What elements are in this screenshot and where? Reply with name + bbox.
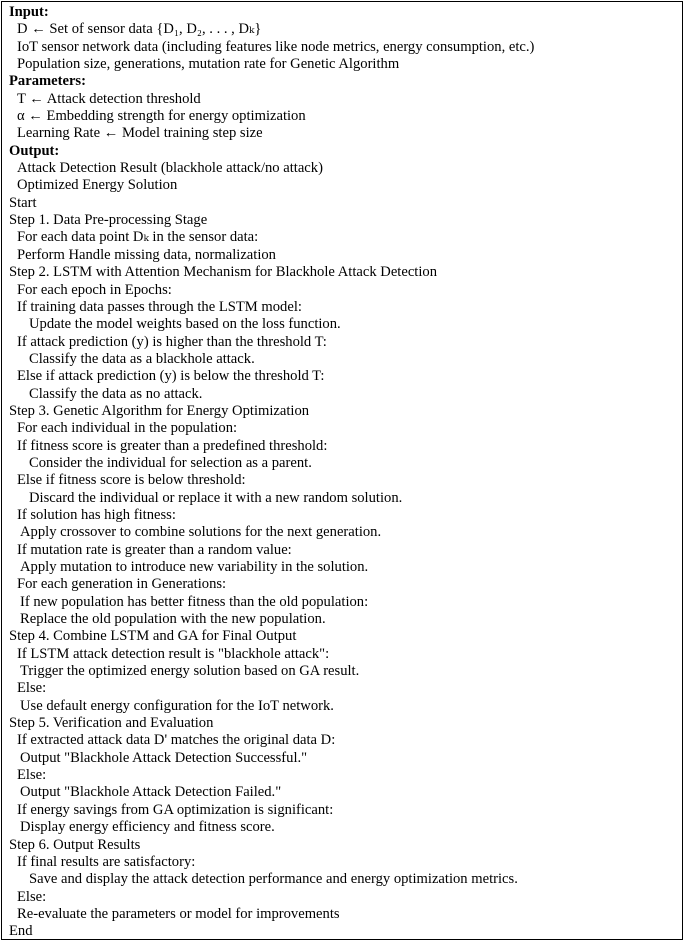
algorithm-line: Step 4. Combine LSTM and GA for Final Output (9, 628, 297, 645)
algorithm-line: Else if fitness score is below threshold: (17, 472, 246, 489)
section-heading: Parameters: (9, 73, 86, 90)
algorithm-line: Else: (17, 767, 47, 784)
algorithm-line: Step 2. LSTM with Attention Mechanism for Blackhole Attack Detection (9, 264, 438, 281)
algorithm-line: If LSTM attack detection result is "blackhole attack": (17, 645, 330, 662)
algorithm-line: D ← Set of sensor data {D₁, D₂, . . . , Dₖ} (17, 21, 262, 38)
algorithm-line: If fitness score is greater than a predefined threshold: (17, 437, 328, 454)
algorithm-line: Re-evaluate the parameters or model for improvements (17, 905, 340, 922)
algorithm-line: T ← Attack detection threshold (17, 90, 201, 107)
algorithm-line: Save and display the attack detection performance and energy optimization metrics. (29, 871, 518, 888)
algorithm-line: For each epoch in Epochs: (17, 281, 172, 298)
section-heading: Input: (9, 4, 49, 20)
algorithm-line: IoT sensor network data (including features like node metrics, energy consumption, etc.) (17, 38, 535, 55)
algorithm-line: If final results are satisfactory: (17, 853, 196, 870)
algorithm-line: For each generation in Generations: (17, 576, 227, 593)
algorithm-line: If extracted attack data D' matches the original data D: (17, 732, 336, 749)
algorithm-line: α ← Embedding strength for energy optimization (17, 108, 306, 125)
algorithm-line: Apply mutation to introduce new variability in the solution. (20, 559, 369, 575)
algorithm-line: Display energy efficiency and fitness score. (20, 819, 275, 836)
algorithm-line: Trigger the optimized energy solution based on GA result. (20, 663, 360, 680)
algorithm-line: If energy savings from GA optimization is significant: (17, 801, 334, 818)
algorithm-line: Discard the individual or replace it with a new random solution. (29, 489, 403, 506)
algorithm-line: If new population has better fitness than the old population: (20, 593, 369, 610)
algorithm-line: Replace the old population with the new population. (20, 611, 326, 628)
algorithm-line: Apply crossover to combine solutions for the next generation. (20, 524, 382, 541)
algorithm-line: Step 5. Verification and Evaluation (9, 715, 214, 732)
algorithm-line: Use default energy configuration for the IoT network. (20, 697, 334, 714)
algorithm-line: Optimized Energy Solution (17, 177, 178, 194)
algorithm-line: Step 3. Genetic Algorithm for Energy Optimization (9, 402, 310, 419)
algorithm-line: Output "Blackhole Attack Detection Successful." (20, 749, 308, 766)
algorithm-line: Perform Handle missing data, normalization (17, 246, 276, 263)
algorithm-line: Update the model weights based on the loss function. (29, 316, 341, 333)
algorithm-line: Else: (17, 888, 47, 905)
algorithm-line: Consider the individual for selection as a parent. (29, 454, 312, 471)
algorithm-line: Step 6. Output Results (9, 836, 141, 853)
algorithm-line: Population size, generations, mutation rate for Genetic Algorithm (17, 56, 400, 73)
algorithm-line: Classify the data as no attack. (29, 385, 203, 402)
algorithm-line: If training data passes through the LSTM model: (17, 298, 302, 315)
algorithm-line: If solution has high fitness: (17, 506, 176, 523)
algorithm-line: If mutation rate is greater than a random value: (17, 541, 292, 558)
algorithm-line: For each individual in the population: (17, 420, 238, 437)
algorithm-line: For each data point Dₖ in the sensor data: (17, 229, 259, 246)
algorithm-box (1, 1, 683, 940)
algorithm-line: Else: (17, 680, 47, 697)
algorithm-line: Start (9, 194, 37, 211)
algorithm-line: Else if attack prediction (y) is below the threshold T: (17, 368, 325, 385)
algorithm-line: If attack prediction (y) is higher than the threshold T: (17, 333, 327, 350)
algorithm-line: Attack Detection Result (blackhole attack/no attack) (17, 160, 323, 177)
algorithm-line: Classify the data as a blackhole attack. (29, 350, 255, 367)
algorithm-line: Output "Blackhole Attack Detection Failed." (20, 784, 282, 801)
section-heading: Output: (9, 142, 60, 159)
algorithm-line: Learning Rate ← Model training step size (17, 125, 263, 142)
algorithm-line: Step 1. Data Pre-processing Stage (9, 212, 208, 229)
algorithm-line: End (9, 923, 33, 940)
